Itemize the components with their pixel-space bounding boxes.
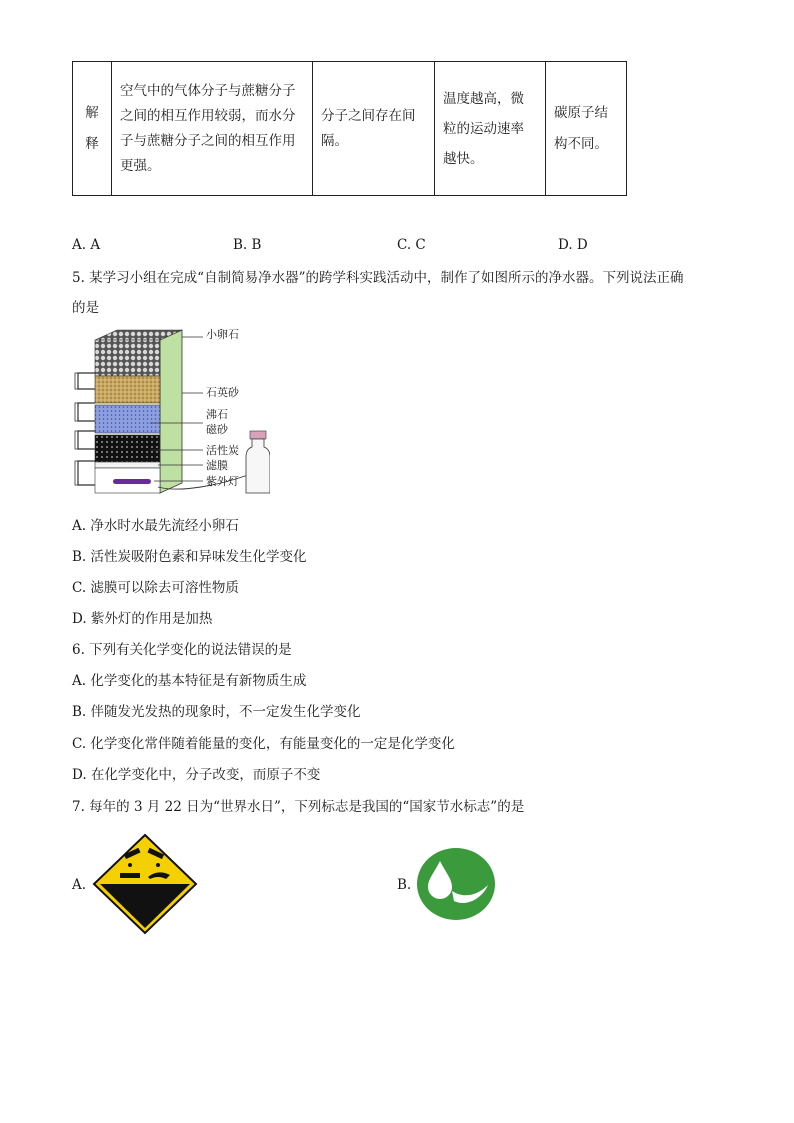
q4-option-c: C. C (397, 237, 426, 253)
label-activated-carbon: 活性炭 (206, 444, 239, 457)
q5-stem-line1: 5. 某学习小组在完成“自制简易净水器”的跨学科实践活动中，制作了如图所示的净水器。下列说法正确 (72, 270, 684, 286)
q5-option-a: A. 净水时水最先流经小卵石 (72, 518, 239, 534)
q6-option-a: A. 化学变化的基本特征是有新物质生成 (72, 673, 307, 689)
table-cell-text: 碳原子结构不同。 (554, 104, 608, 152)
water-purifier-figure (70, 325, 270, 497)
connecting-tubes (78, 373, 95, 485)
table-cell-text: 空气中的气体分子与蔗糖分子之间的相互作用较弱，而水分子与蔗糖分子之间的相互作用更强。 (120, 82, 296, 174)
q5-option-b: B. 活性炭吸附色素和异味发生化学变化 (72, 549, 307, 565)
water-purifier-diagram (70, 325, 270, 497)
table-cell-d (546, 62, 627, 196)
q6-option-c: C. 化学变化常伴随着能量的变化，有能量变化的一定是化学变化 (72, 736, 455, 752)
table-head-cell (73, 62, 112, 196)
table-cell-b (313, 62, 435, 196)
table-cell-a (112, 62, 313, 196)
bottle-cap (250, 431, 266, 439)
q7-option-a-label: A. (72, 877, 87, 893)
label-pebbles: 小卵石 (206, 328, 239, 341)
q7-option-b-label: B. (397, 877, 412, 893)
q7-stem: 7. 每年的 3 月 22 日为“世界水日”，下列标志是我国的“国家节水标志”的是 (72, 799, 525, 815)
label-magnetic-sand: 磁砂 (206, 423, 228, 436)
table-cell-text: 温度越高，微粒的运动速率越快。 (443, 90, 524, 167)
pebble-layer (95, 340, 160, 376)
label-quartz-sand: 石英砂 (206, 386, 239, 399)
label-filter-membrane: 滤膜 (206, 459, 228, 472)
label-zeolite: 沸石 (206, 408, 228, 421)
table-head-text: 解释 (85, 104, 99, 152)
q5-stem-line2: 的是 (72, 300, 99, 316)
q6-option-b: B. 伴随发光发热的现象时，不一定发生化学变化 (72, 704, 361, 720)
zeolite-layer (95, 405, 160, 433)
label-uv-lamp: 紫外灯 (206, 475, 239, 488)
table-cell-text: 分子之间存在间隔。 (321, 107, 416, 149)
purifier-side-panel (160, 330, 182, 493)
q4-option-b: B. B (233, 237, 262, 253)
activated-carbon-layer (95, 435, 160, 462)
quartz-sand-layer (95, 376, 160, 403)
q6-stem: 6. 下列有关化学变化的说法错误的是 (72, 642, 292, 658)
corrosive-hazard-icon (92, 833, 198, 935)
table-row (73, 62, 627, 196)
q4-option-a: A. A (72, 237, 101, 253)
uv-lamp (113, 479, 151, 484)
q4-option-d: D. D (558, 237, 588, 253)
q5-option-d: D. 紫外灯的作用是加热 (72, 611, 213, 627)
q6-option-d: D. 在化学变化中，分子改变，而原子不变 (72, 767, 321, 783)
q5-option-c: C. 滤膜可以除去可溶性物质 (72, 580, 239, 596)
filter-membrane-layer (95, 462, 160, 468)
explanation-table (72, 61, 627, 196)
water-saving-logo-icon (416, 847, 496, 921)
collection-bottle (246, 439, 270, 493)
table-cell-c (435, 62, 546, 196)
